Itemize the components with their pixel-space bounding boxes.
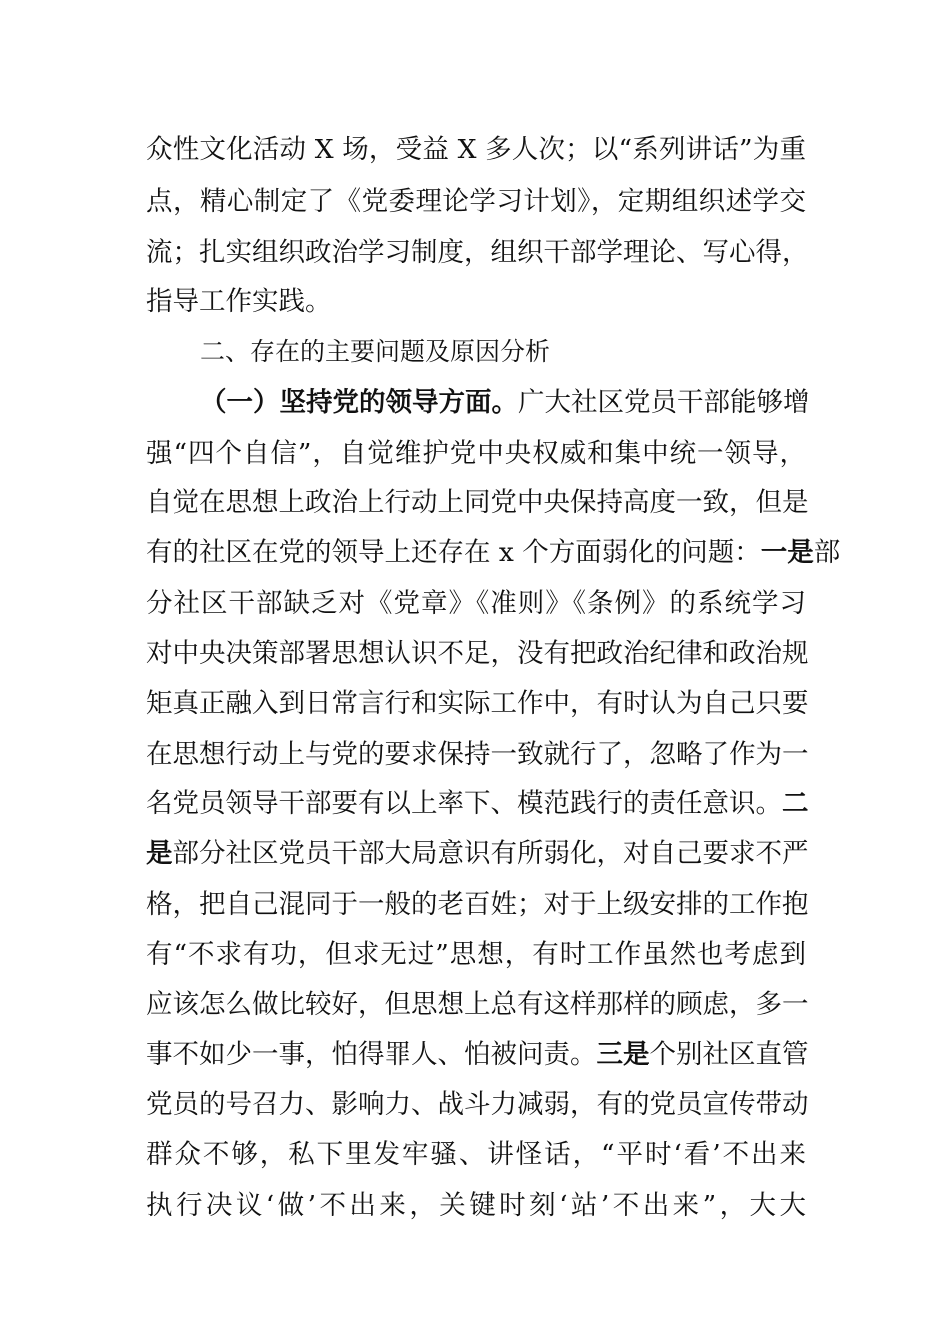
text-segment: 名党员领导干部要有以上率下、模范践行的责任意识。 [146,788,782,819]
section-heading-text: 二、存在的主要问题及原因分析 [200,337,551,366]
paragraph-line [146,735,809,775]
paragraph-line [146,985,809,1025]
text-segment: 部分社区党员干部大局意识有所弱化，对自己要求不严 [172,838,809,869]
emphasis-marker: 是 [146,838,173,869]
paragraph-line [146,834,809,874]
text-segment: 广大社区党员干部能够增 [518,387,810,418]
paragraph-line [146,130,806,170]
text-segment: 点，精心制定了《党委理论学习计划》，定期组织述学交 [146,186,806,217]
text-segment: 个别社区直管 [649,1039,809,1070]
text-segment: 党员的号召力、影响力、战斗力减弱，有的党员宣传带动 [146,1089,809,1120]
paragraph-line [146,684,809,724]
paragraph-line [146,533,841,573]
paragraph-line [146,784,809,824]
emphasis-marker: 一是 [760,537,814,568]
text-segment: 格，把自己混同于一般的老百姓；对于上级安排的工作抱 [146,889,809,920]
emphasis-marker: 三是 [596,1039,650,1070]
paragraph-line [146,634,809,674]
paragraph-line [146,1085,809,1125]
section-heading [200,332,806,372]
emphasis-marker: 二 [782,788,809,819]
paragraph-line [146,1035,809,1075]
text-segment: 强“四个自信”，自觉维护党中央权威和集中统一领导， [146,438,806,469]
text-segment: 部 [813,537,841,568]
paragraph-line [200,383,810,423]
paragraph-line [146,282,806,322]
text-segment: 有“不求有功，但求无过”思想，有时工作虽然也考虑到 [146,939,806,970]
text-segment: 众性文化活动 X 场，受益 X 多人次；以“系列讲话”为重 [146,134,806,165]
text-segment: 分社区干部缺乏对《党章》《准则》《条例》的系统学习 [146,588,806,619]
subsection-title: （一）坚持党的领导方面。 [200,387,518,418]
paragraph-line [146,483,809,523]
paragraph-line [146,434,806,474]
text-segment: 在思想行动上与党的要求保持一致就行了，忽略了作为一 [146,739,809,770]
paragraph-line [146,935,806,975]
text-segment: 事不如少一事，怕得罪人、怕被问责。 [146,1039,597,1070]
text-segment: 指导工作实践。 [146,286,332,317]
text-segment: 有的社区在党的领导上还存在 x 个方面弱化的问题： [146,537,761,568]
paragraph-line [146,182,806,222]
text-segment: 应该怎么做比较好，但思想上总有这样那样的顾虑，多一 [146,989,809,1020]
paragraph-line [146,233,809,273]
text-segment: 流；扎实组织政治学习制度，组织干部学理论、写心得， [146,237,809,268]
text-segment: 群众不够，私下里发牢骚、讲怪话，“平时‘看’不出来 [146,1139,806,1170]
paragraph-line [146,584,806,624]
text-segment: 矩真正融入到日常言行和实际工作中，有时认为自己只要 [146,688,809,719]
paragraph-line [146,885,809,925]
text-segment: 对中央决策部署思想认识不足，没有把政治纪律和政治规 [146,638,809,669]
paragraph-line [146,1186,806,1226]
paragraph-line [146,1135,806,1175]
text-segment: 自觉在思想上政治上行动上同党中央保持高度一致，但是 [146,487,809,518]
text-segment: 执行决议‘做’不出来，关键时刻‘站’不出来”，大大 [146,1190,806,1221]
